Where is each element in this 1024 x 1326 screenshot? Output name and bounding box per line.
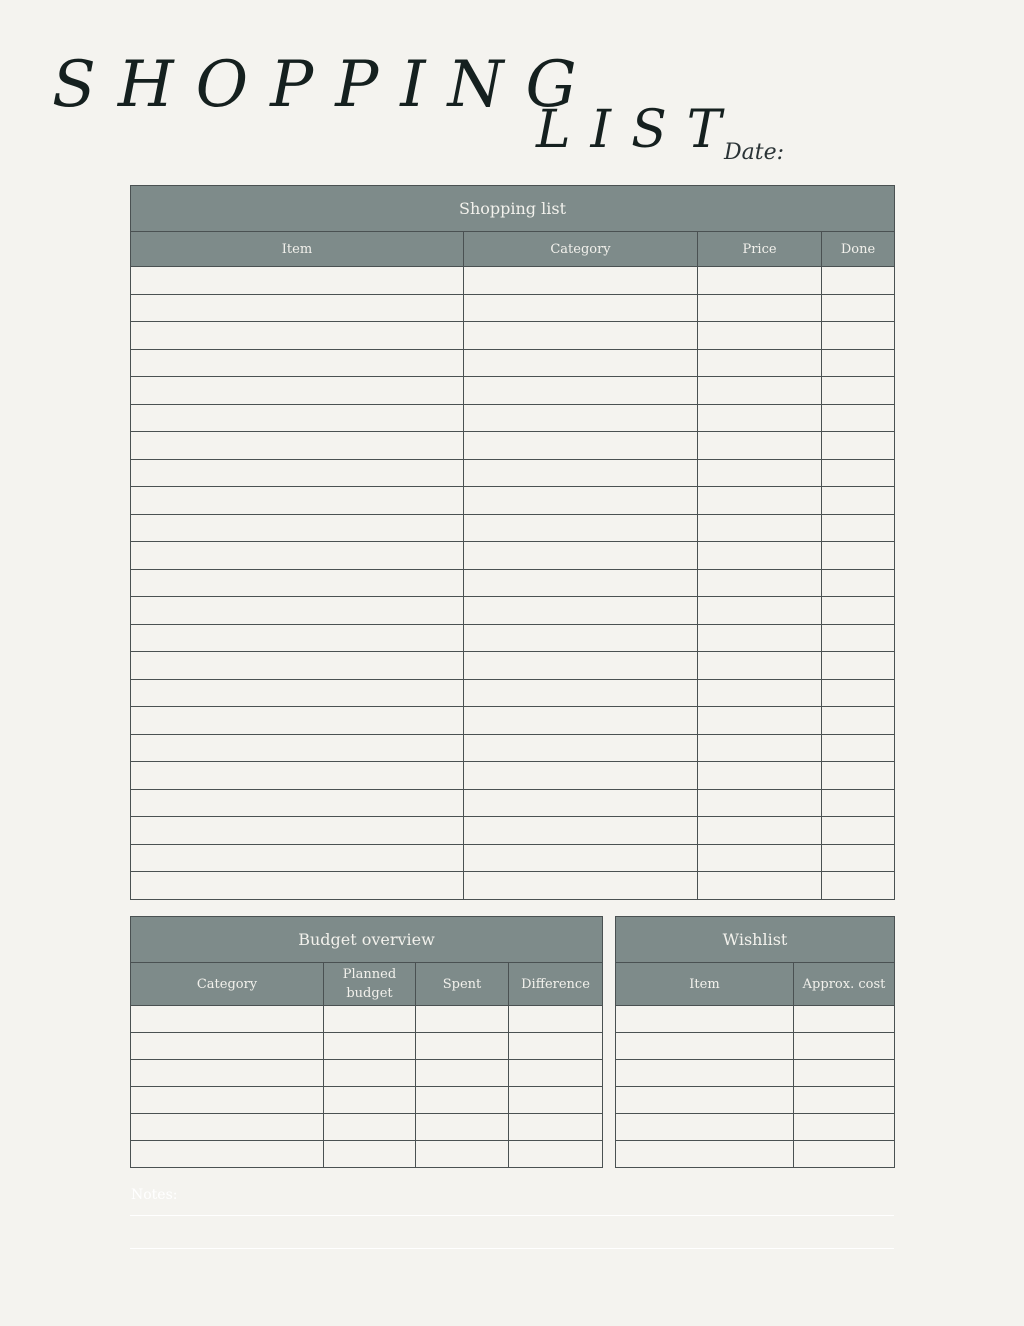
- table-cell[interactable]: [698, 294, 822, 322]
- column-header-item: Item: [131, 232, 464, 267]
- table-cell[interactable]: [822, 569, 895, 597]
- budget-overview-rows: [131, 1006, 603, 1168]
- column-header-price: Price: [698, 232, 822, 267]
- table-cell[interactable]: [698, 322, 822, 350]
- table-cell[interactable]: [822, 624, 895, 652]
- wishlist-rows: [616, 1006, 895, 1168]
- table-cell[interactable]: [131, 817, 464, 845]
- shopping-list-rows: [131, 267, 895, 900]
- table-cell[interactable]: [698, 569, 822, 597]
- notes-line: [130, 1215, 894, 1216]
- table-row: [131, 322, 895, 350]
- table-cell[interactable]: [822, 652, 895, 680]
- table-row: [616, 1141, 895, 1168]
- table-cell[interactable]: [794, 1087, 895, 1114]
- table-cell[interactable]: [131, 679, 464, 707]
- table-cell[interactable]: [464, 679, 698, 707]
- table-cell[interactable]: [464, 569, 698, 597]
- table-cell[interactable]: [698, 624, 822, 652]
- budget-overview-table: [130, 916, 603, 1168]
- table-cell[interactable]: [131, 377, 464, 405]
- table-cell[interactable]: [464, 514, 698, 542]
- table-cell[interactable]: [131, 294, 464, 322]
- budget-overview-caption: Budget overview: [131, 917, 603, 963]
- table-row: [131, 872, 895, 900]
- table-cell[interactable]: [509, 1006, 603, 1033]
- table-cell[interactable]: [416, 1114, 509, 1141]
- table-cell[interactable]: [822, 734, 895, 762]
- table-cell[interactable]: [131, 762, 464, 790]
- page-title-shopping: SHOPPING: [52, 48, 599, 122]
- table-cell[interactable]: [509, 1141, 603, 1168]
- table-row: [616, 1033, 895, 1060]
- table-cell[interactable]: [464, 322, 698, 350]
- table-cell[interactable]: [698, 762, 822, 790]
- table-cell[interactable]: [509, 1087, 603, 1114]
- table-cell[interactable]: [131, 322, 464, 350]
- table-cell[interactable]: [131, 432, 464, 460]
- table-cell[interactable]: [698, 707, 822, 735]
- table-row: [131, 597, 895, 625]
- table-cell[interactable]: [509, 1114, 603, 1141]
- table-cell[interactable]: [464, 487, 698, 515]
- table-row: [131, 734, 895, 762]
- table-row: [131, 377, 895, 405]
- table-cell[interactable]: [131, 1087, 324, 1114]
- table-cell[interactable]: [822, 377, 895, 405]
- table-cell[interactable]: [416, 1141, 509, 1168]
- column-header-difference: Difference: [509, 963, 603, 1006]
- table-cell[interactable]: [464, 432, 698, 460]
- table-row: [131, 514, 895, 542]
- table-cell[interactable]: [464, 844, 698, 872]
- column-header-item: Item: [616, 963, 794, 1006]
- table-cell[interactable]: [698, 432, 822, 460]
- table-cell[interactable]: [416, 1087, 509, 1114]
- table-cell[interactable]: [464, 734, 698, 762]
- table-cell[interactable]: [464, 707, 698, 735]
- notes-label: Notes:: [131, 1187, 178, 1203]
- table-cell[interactable]: [698, 377, 822, 405]
- table-row: [131, 404, 895, 432]
- notes-line: [130, 1248, 894, 1249]
- column-header-planned-budget: Planned budget: [324, 963, 416, 1006]
- table-cell[interactable]: [464, 459, 698, 487]
- table-cell[interactable]: [794, 1141, 895, 1168]
- table-cell[interactable]: [822, 789, 895, 817]
- column-header-spent: Spent: [416, 963, 509, 1006]
- table-cell[interactable]: [822, 679, 895, 707]
- table-cell[interactable]: [131, 1006, 324, 1033]
- table-cell[interactable]: [464, 267, 698, 295]
- table-cell[interactable]: [698, 679, 822, 707]
- table-cell[interactable]: [131, 789, 464, 817]
- table-row: [616, 1006, 895, 1033]
- table-cell[interactable]: [698, 349, 822, 377]
- table-cell[interactable]: [616, 1141, 794, 1168]
- table-cell[interactable]: [324, 1060, 416, 1087]
- table-cell[interactable]: [131, 487, 464, 515]
- table-cell[interactable]: [822, 432, 895, 460]
- table-cell[interactable]: [822, 844, 895, 872]
- table-cell[interactable]: [131, 404, 464, 432]
- table-cell[interactable]: [131, 597, 464, 625]
- table-cell[interactable]: [131, 734, 464, 762]
- table-row: [131, 1033, 603, 1060]
- table-row: [616, 1087, 895, 1114]
- table-cell[interactable]: [822, 267, 895, 295]
- table-cell[interactable]: [698, 789, 822, 817]
- table-cell[interactable]: [131, 514, 464, 542]
- table-cell[interactable]: [822, 294, 895, 322]
- table-row: [616, 1060, 895, 1087]
- table-cell[interactable]: [822, 872, 895, 900]
- table-cell[interactable]: [698, 872, 822, 900]
- table-cell[interactable]: [416, 1006, 509, 1033]
- shopping-list-caption: Shopping list: [131, 186, 895, 232]
- table-cell[interactable]: [131, 1114, 324, 1141]
- table-row: [131, 844, 895, 872]
- table-cell[interactable]: [509, 1060, 603, 1087]
- table-row: [131, 1060, 603, 1087]
- table-cell[interactable]: [131, 1141, 324, 1168]
- table-row: [131, 789, 895, 817]
- column-header-category: Category: [464, 232, 698, 267]
- column-header-done: Done: [822, 232, 895, 267]
- table-cell[interactable]: [698, 652, 822, 680]
- table-cell[interactable]: [131, 542, 464, 570]
- table-row: [131, 487, 895, 515]
- column-header-category: Category: [131, 963, 324, 1006]
- table-cell[interactable]: [698, 542, 822, 570]
- table-row: [131, 762, 895, 790]
- table-cell[interactable]: [616, 1006, 794, 1033]
- table-cell[interactable]: [324, 1087, 416, 1114]
- table-cell[interactable]: [131, 707, 464, 735]
- table-cell[interactable]: [616, 1087, 794, 1114]
- table-cell[interactable]: [464, 542, 698, 570]
- table-cell[interactable]: [698, 514, 822, 542]
- shopping-list-table: [130, 185, 895, 900]
- table-cell[interactable]: [464, 349, 698, 377]
- table-cell[interactable]: [324, 1006, 416, 1033]
- table-row: [131, 432, 895, 460]
- table-row: [131, 652, 895, 680]
- table-row: [131, 1006, 603, 1033]
- table-cell[interactable]: [131, 459, 464, 487]
- table-row: [131, 1114, 603, 1141]
- table-cell[interactable]: [616, 1114, 794, 1141]
- table-cell[interactable]: [698, 597, 822, 625]
- table-cell[interactable]: [822, 542, 895, 570]
- table-cell[interactable]: [616, 1033, 794, 1060]
- table-cell[interactable]: [794, 1114, 895, 1141]
- table-cell[interactable]: [131, 1033, 324, 1060]
- table-cell[interactable]: [698, 817, 822, 845]
- table-cell[interactable]: [416, 1060, 509, 1087]
- table-row: [131, 542, 895, 570]
- table-cell[interactable]: [822, 322, 895, 350]
- table-cell[interactable]: [464, 872, 698, 900]
- table-row: [131, 294, 895, 322]
- table-row: [616, 1114, 895, 1141]
- table-cell[interactable]: [698, 844, 822, 872]
- table-cell[interactable]: [464, 789, 698, 817]
- table-row: [131, 817, 895, 845]
- table-cell[interactable]: [698, 487, 822, 515]
- table-cell[interactable]: [822, 707, 895, 735]
- date-label: Date:: [724, 140, 785, 165]
- table-cell[interactable]: [131, 844, 464, 872]
- table-row: [131, 1141, 603, 1168]
- table-cell[interactable]: [822, 597, 895, 625]
- table-cell[interactable]: [822, 459, 895, 487]
- table-cell[interactable]: [822, 762, 895, 790]
- table-cell[interactable]: [698, 267, 822, 295]
- table-cell[interactable]: [464, 404, 698, 432]
- table-cell[interactable]: [131, 267, 464, 295]
- table-cell[interactable]: [464, 377, 698, 405]
- table-cell[interactable]: [131, 652, 464, 680]
- table-cell[interactable]: [822, 817, 895, 845]
- table-cell[interactable]: [464, 652, 698, 680]
- table-cell[interactable]: [131, 624, 464, 652]
- table-cell[interactable]: [464, 294, 698, 322]
- table-cell[interactable]: [698, 734, 822, 762]
- table-row: [131, 707, 895, 735]
- table-cell[interactable]: [698, 404, 822, 432]
- table-row: [131, 267, 895, 295]
- table-row: [131, 624, 895, 652]
- table-cell[interactable]: [416, 1033, 509, 1060]
- table-row: [131, 349, 895, 377]
- table-row: [131, 679, 895, 707]
- wishlist-table: [615, 916, 895, 1168]
- table-cell[interactable]: [464, 762, 698, 790]
- table-cell[interactable]: [131, 349, 464, 377]
- table-cell[interactable]: [464, 597, 698, 625]
- page-title-list: LIST: [536, 100, 742, 160]
- table-cell[interactable]: [822, 487, 895, 515]
- column-header-approx-cost: Approx. cost: [794, 963, 895, 1006]
- table-cell[interactable]: [698, 459, 822, 487]
- wishlist-caption: Wishlist: [616, 917, 895, 963]
- table-cell[interactable]: [509, 1033, 603, 1060]
- table-cell[interactable]: [131, 1060, 324, 1087]
- table-row: [131, 569, 895, 597]
- table-cell[interactable]: [794, 1006, 895, 1033]
- table-cell[interactable]: [822, 404, 895, 432]
- table-cell[interactable]: [131, 872, 464, 900]
- table-row: [131, 1087, 603, 1114]
- table-cell[interactable]: [464, 624, 698, 652]
- table-cell[interactable]: [464, 817, 698, 845]
- table-cell[interactable]: [324, 1141, 416, 1168]
- table-row: [131, 459, 895, 487]
- table-cell[interactable]: [794, 1033, 895, 1060]
- table-cell[interactable]: [822, 514, 895, 542]
- table-cell[interactable]: [324, 1114, 416, 1141]
- table-cell[interactable]: [616, 1060, 794, 1087]
- table-cell[interactable]: [794, 1060, 895, 1087]
- table-cell[interactable]: [822, 349, 895, 377]
- table-cell[interactable]: [324, 1033, 416, 1060]
- table-cell[interactable]: [131, 569, 464, 597]
